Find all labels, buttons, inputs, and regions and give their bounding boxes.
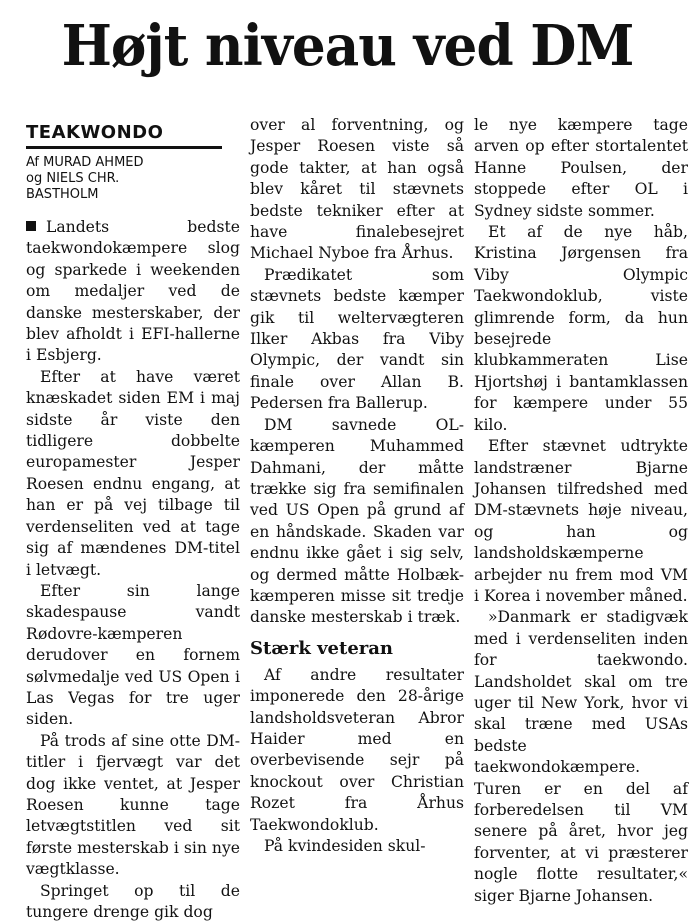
square-bullet-icon — [26, 221, 36, 231]
headline: Højt niveau ved DM — [61, 13, 634, 79]
body-paragraph: Et af de nye håb, Kristina Jørgensen fra Viby Olympic Taekwondoklub, viste glimrende form, da hun besejrede klubkammeraten Lise Hjortshøj i bantamklassen for kæmpere under 55 kilo. — [474, 223, 688, 434]
body-paragraph: På kvindesiden skul- — [264, 837, 426, 855]
lead-paragraph — [26, 217, 240, 367]
byline-line: Af MURAD AHMED — [26, 155, 144, 170]
body-paragraph: Turen er en del af forberedelsen til VM senere på året, hvor jeg forventer, at vi præsterer nogle flotte resultater,« siger Bjarne Johansen. — [474, 779, 688, 905]
column-3 — [474, 115, 688, 907]
byline-line: BASTHOLM — [26, 187, 99, 202]
body-paragraph: over al forventning, og Jesper Roesen viste så gode takter, at han også blev kåret til stævnets bedste tekniker efter at have finalebesejret Michael Nyboe fra Århus. — [250, 116, 464, 263]
body-paragraph: Efter at have været knæskadet siden EM i maj sidste år viste den tidligere dobbelte europamester Jesper Roesen endnu engang, at han er på vej tilbage til verdenseliten ved at tage sig af mændenes DM-titel i letvægt. — [26, 367, 240, 579]
body-paragraph: Af andre resultater imponerede den 28-årige landsholdsveteran Abror Haider med en overbevisende sejr på knockout over Christian Rozet fra Århus Taekwondoklub. — [250, 665, 464, 834]
column-2 — [250, 115, 464, 857]
body-paragraph: På trods af sine otte DM-titler i fjervægt var det dog ikke ventet, at Jesper Roesen kunne tage letvægtstitlen ved sit første mesterskab i sin nye vægtklasse. — [26, 731, 240, 879]
body-paragraph: »Danmark er stadigvæk med i verdenseliten inden for taekwondo. Landsholdet skal om tre uger til New York, hvor vi skal træne med USAs bedste taekwondokæmpere. — [474, 608, 688, 777]
body-paragraph: Efter sin lange skadespause vandt Rødovre-kæmperen derudover en fornem sølvmedalje ved US Open i Las Vegas for tre uger siden. — [26, 581, 240, 729]
subheading: Stærk veteran — [250, 637, 393, 659]
body-paragraph: DM savnede OL-kæmperen Muhammed Dahmani, der måtte trække sig fra semifinalen ved US Open på grund af en håndskade. Skaden var endnu ikke gået i sig selv, og dermed måtte Holbæk-kæmperen misse sit tredje danske mesterskab i træk. — [250, 415, 464, 627]
lead-text: Landets bedste taekwondokæmpere slog og sparkede i weekenden om medaljer ved de danske mesterskaber, der blev afholdt i EFI-hallerne i Esbjerg. — [26, 218, 240, 365]
body-paragraph: Prædikatet som stævnets bedste kæmper gik til weltervægteren Ilker Akbas fra Viby Olympic, der vandt sin finale over Allan B. Pedersen fra Ballerup. — [250, 265, 464, 413]
column-1 — [26, 118, 240, 923]
byline-line: og NIELS CHR. — [26, 171, 120, 186]
body-paragraph: le nye kæmpere tage arven op efter stortalentet Hanne Poulsen, der stoppede efter OL i Sydney sidste sommer. — [474, 116, 688, 220]
kicker-rule — [26, 146, 222, 149]
body-paragraph: Efter stævnet udtrykte landstræner Bjarne Johansen tilfredshed med DM-stævnets høje niveau, og han og landsholdskæmperne arbejder nu frem mod VM i Korea i november måned. — [474, 437, 688, 605]
byline — [26, 155, 240, 203]
body-paragraph: Springet op til de tungere drenge gik dog — [26, 881, 240, 921]
section-kicker: TEAKWONDO — [26, 122, 164, 143]
